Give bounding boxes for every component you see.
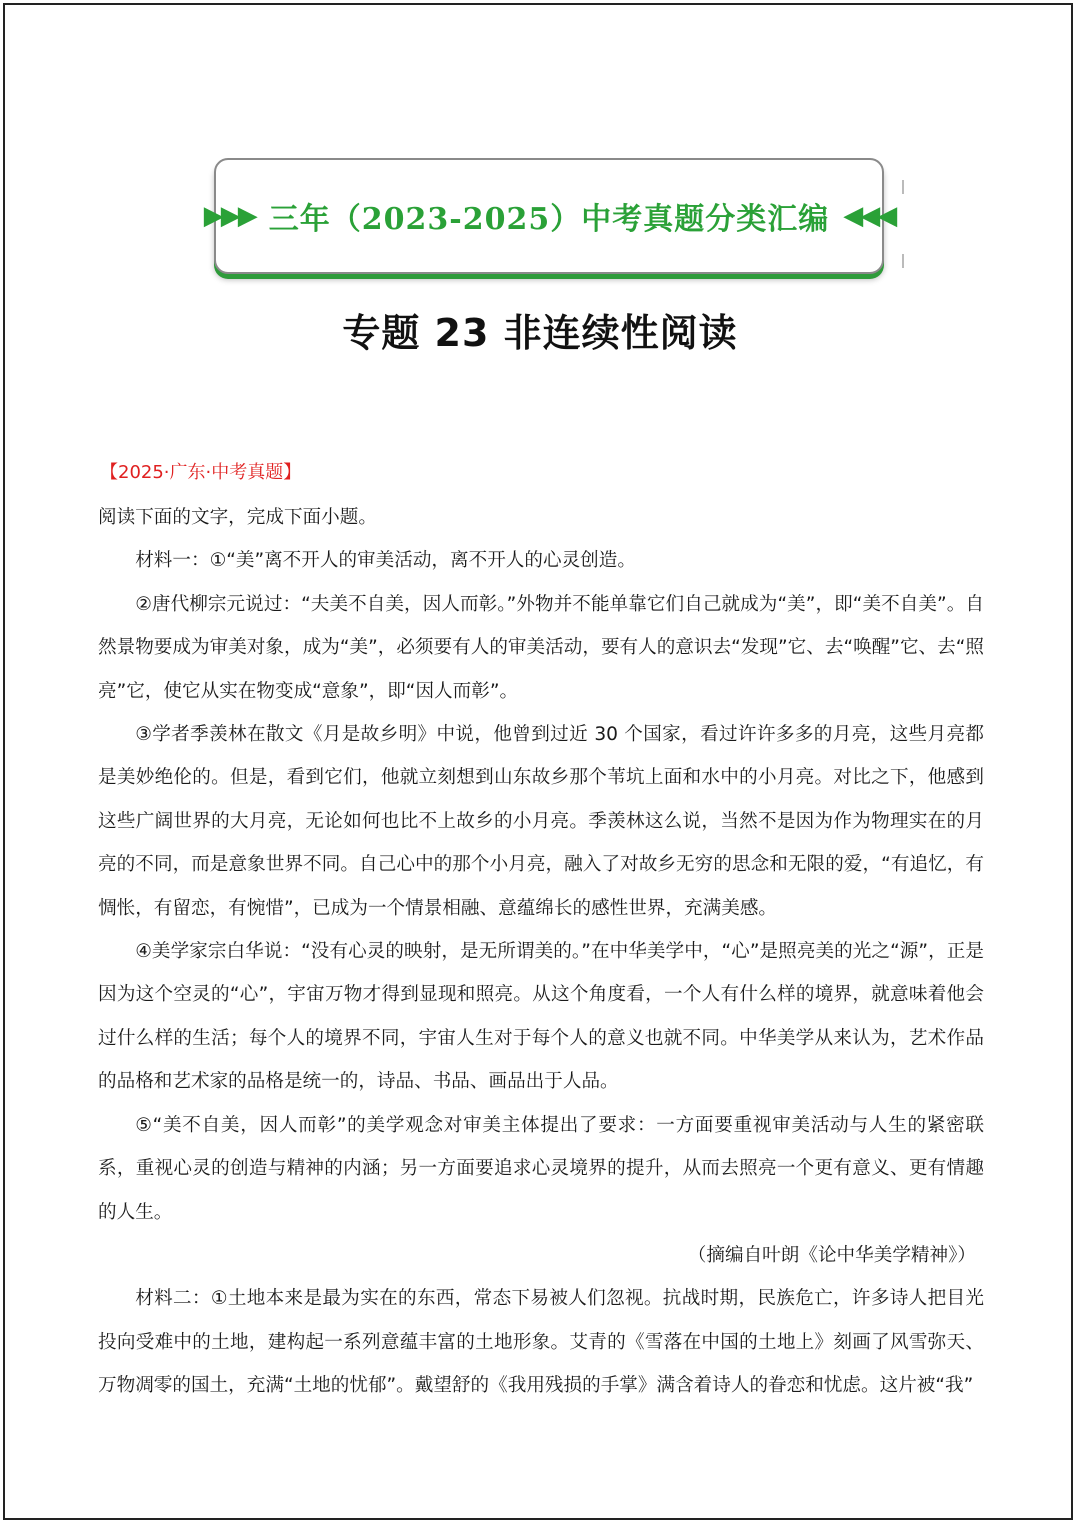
series-banner	[203, 158, 895, 274]
series-title: 三年（2023-2025）中考真题分类汇编	[268, 202, 830, 237]
paragraph: ④美学家宗白华说：“没有心灵的映射，是无所谓美的。”在中华美学中，“心”是照亮美的光之“源”，正是因为这个空灵的“心”，宇宙万物才得到显现和照亮。从这个角度看，一个人有什么样的境界，就意味着他会过什么样的生活；每个人的境界不同，宇宙人生对于每个人的意义也就不同。中华美学从来认为，艺术作品的品格和艺术家的品格是统一的，诗品、书品、画品出于人品。	[98, 941, 984, 1093]
source-tag: 【2025·广东·中考真题】	[100, 462, 302, 483]
paragraph: ③学者季羡林在散文《月是故乡明》中说，他曾到过近 30 个国家，看过许许多多的月亮，这些月亮都是美妙绝伦的。但是，看到它们，他就立刻想到山东故乡那个苇坑上面和水中的小月亮。对比之下，他感到这些广阔世界的大月亮，无论如何也比不上故乡的小月亮。季羡林这么说，当然不是因为作为物理实在的月亮的不同，而是意象世界不同。自己心中的那个小月亮，融入了对故乡无穷的思念和无限的爱，“有追忆，有惆怅，有留恋，有惋惜”，已成为一个情景相融、意蕴绵长的感性世界，充满美感。	[98, 724, 984, 919]
paragraph: ②唐代柳宗元说过：“夫美不自美，因人而彰。”外物并不能单靠它们自己就成为“美”，即“美不自美”。自然景物要成为审美对象，成为“美”，必须要有人的审美活动，要有人的意识去“发现”它、去“唤醒”它、去“照亮”它，使它从实在物变成“意象”，即“因人而彰”。	[98, 593, 984, 702]
right-arrows-icon: ▶▶▶	[203, 201, 255, 231]
paragraph: 材料二：①土地本来是最为实在的东西，常态下易被人们忽视。抗战时期，民族危亡，许多诗人把目光投向受难中的土地，建构起一系列意蕴丰富的土地形象。艾青的《雪落在中国的土地上》刻画了风雪弥天、万物凋零的国土，充满“土地的忧郁”。戴望舒的《我用残损的手掌》满含着诗人的眷恋和忧虑。这片被“我”	[98, 1288, 984, 1397]
paragraph: 材料一：①“美”离不开人的审美活动，离不开人的心灵创造。	[135, 550, 636, 572]
banner-edge-mark	[902, 180, 904, 194]
paragraph: ⑤“美不自美，因人而彰”的美学观念对审美主体提出了要求：一方面要重视审美活动与人生的紧密联系，重视心灵的创造与精神的内涵；另一方面要追求心灵境界的提升，从而去照亮一个更有意义、更有情趣的人生。	[98, 1114, 984, 1223]
reading-passage	[98, 496, 984, 1408]
instruction-text: 阅读下面的文字，完成下面小题。	[98, 507, 377, 528]
page-title: 专题 23 非连续性阅读	[342, 311, 738, 355]
left-arrows-icon: ◀◀◀	[843, 201, 895, 231]
banner-edge-mark	[902, 254, 904, 268]
attribution: （摘编自叶朗《论中华美学精神》）	[687, 1244, 976, 1266]
